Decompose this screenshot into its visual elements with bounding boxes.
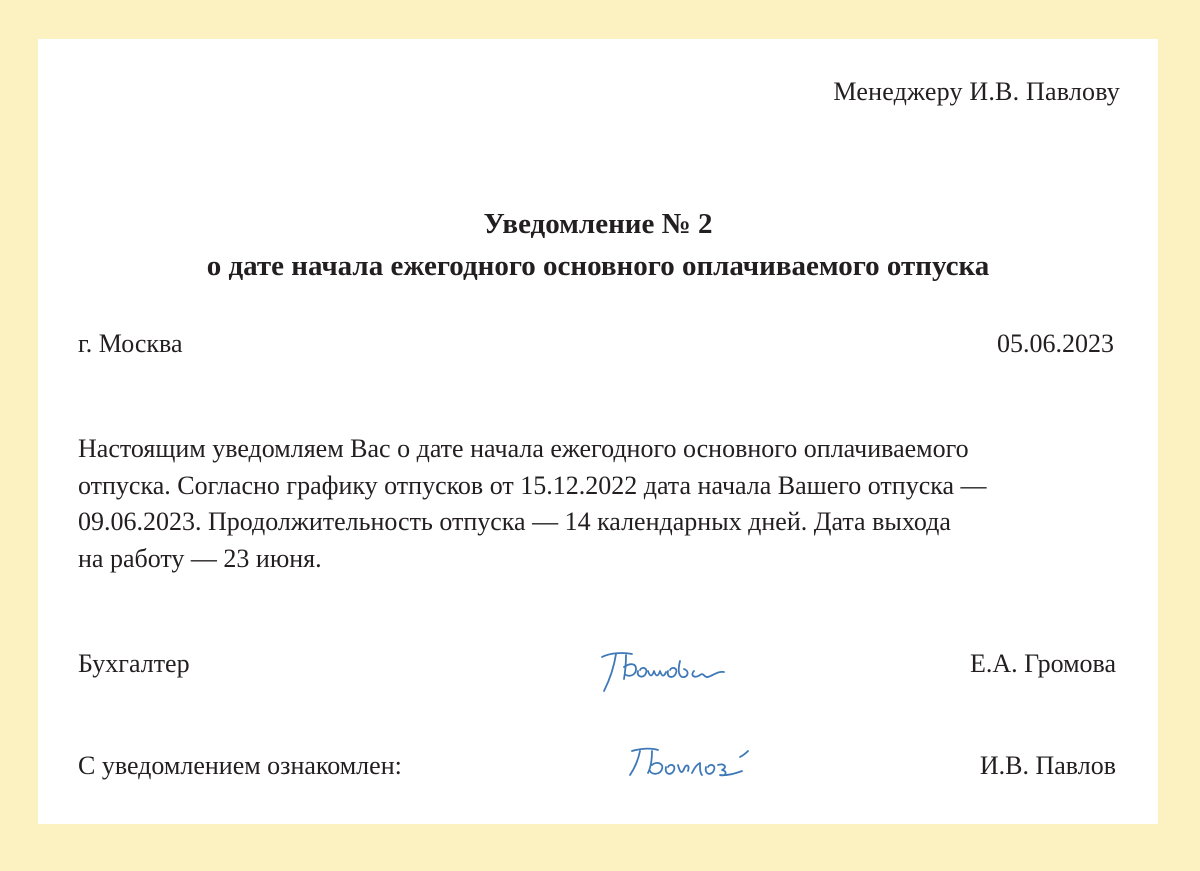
addressee: Менеджеру И.В. Павлову <box>833 77 1120 106</box>
signer-role: Бухгалтер <box>78 649 190 678</box>
signature-row-acknowledged <box>38 739 1158 799</box>
handwritten-signature-pavlov <box>628 743 760 783</box>
body-paragraph <box>78 431 1078 577</box>
signer-name: И.В. Павлов <box>979 751 1116 780</box>
signature-row-accountant <box>38 637 1158 697</box>
body-line: 09.06.2023. Продолжительность отпуска — 14 календарных дней. Дата выхода <box>78 507 951 536</box>
signer-name: Е.А. Громова <box>970 649 1116 678</box>
body-line: Настоящим уведомляем Вас о дате начала ежегодного основного оплачиваемого <box>78 434 969 463</box>
body-line: отпуска. Согласно графику отпусков от 15.12.2022 дата начала Вашего отпуска — <box>78 470 987 500</box>
document-sheet <box>38 39 1158 824</box>
handwritten-signature-gromova <box>596 641 736 697</box>
city: г. Москва <box>78 329 183 358</box>
document-date: 05.06.2023 <box>997 329 1114 358</box>
document-title <box>38 203 1158 287</box>
signer-role: С уведомлением ознакомлен: <box>78 751 402 780</box>
title-line-2: о дате начала ежегодного основного оплачиваемого отпуска <box>206 250 990 282</box>
title-line-1: Уведомление № 2 <box>483 208 713 240</box>
body-line: на работу — 23 июня. <box>78 543 322 573</box>
